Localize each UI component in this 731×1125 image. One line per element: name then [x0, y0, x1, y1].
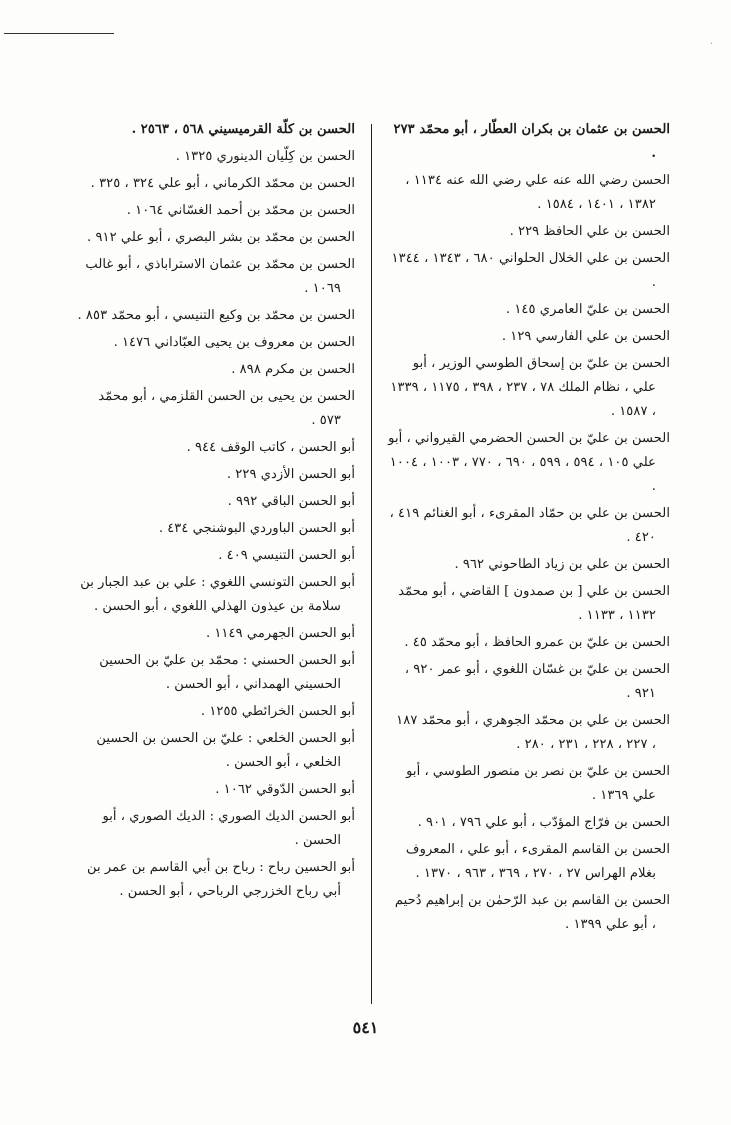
index-entry: الحسن بن محمّد بن بشر البصري ، أبو علي ٩١٢ .	[87, 230, 355, 245]
index-entry: الحسن بن عليّ بن عمرو الحافظ ، أبو محمّد ٤٥ .	[404, 635, 670, 650]
index-entry: أبو الحسن الأزدي ٢٢٩ .	[226, 467, 355, 482]
index-entry: أبو الحسن الحسني : محمّد بن عليّ بن الحسين الحسيني الهمداني ، أبو الحسن .	[99, 653, 355, 692]
index-entry: الحسن بن عليّ العامري ١٤٥ .	[505, 302, 670, 317]
index-entry: الحسن رضي الله عنه علي رضي الله عنه ١١٣٤ ، ١٣٨٢ ، ١٤٠١ ، ١٥٨٤ .	[405, 173, 670, 212]
index-entry: الحسن بن محمّد بن وكيع التنيسي ، أبو محمّد ٨٥٣ .	[77, 308, 355, 323]
index-entry: الحسن بن محمّد الكرماني ، أبو علي ٣٢٤ ، ٣٢٥ .	[90, 176, 355, 191]
index-entry: الحسن بن علي بن محمّد الجوهري ، أبو محمّد ١٨٧ ، ٢٢٧ ، ٢٢٨ ، ٢٣١ ، ٢٨٠ .	[396, 713, 670, 752]
index-entry: الحسن بن عليّ بن الحسن الحضرمي القيرواني ، أبو علي ١٠٥ ، ٥٩٤ ، ٥٩٩ ، ٦٩٠ ، ٧٧٠ ، ١٠٠٣ ، ١٠٠٤ .	[388, 431, 670, 494]
index-entry: أبو الحسن ، كاتب الوقف ٩٤٤ .	[186, 440, 355, 455]
index-entry: الحسن بن محمّد بن عثمان الاستراباذي ، أبو غالب ١٠٦٩ .	[85, 257, 355, 296]
right-column	[388, 118, 670, 940]
index-entry: أبو الحسين رباح : رباح بن أبي القاسم بن عمر بن أبي رباح الخزرجي الرباحي ، أبو الحسن .	[86, 860, 355, 899]
index-entry: الحسن بن علي بن زياد الطاحوني ٩٦٢ .	[454, 557, 670, 572]
left-column	[73, 118, 355, 907]
index-entry: أبو الحسن الخرائطي ١٢٥٥ .	[200, 704, 355, 719]
index-columns	[70, 118, 670, 1008]
index-entry: الحسن بن علي بن حمّاد المقرىء ، أبو الغنائم ٤١٩ ، ٤٢٠ .	[389, 506, 670, 545]
index-entry: الحسن بن فرّاج المؤدّب ، أبو علي ٧٩٦ ، ٩٠١ .	[417, 815, 670, 830]
index-entry: الحسن بن محمّد بن أحمد الغسّاني ١٠٦٤ .	[126, 203, 355, 218]
index-entry: الحسن بن عليّ بن نصر بن منصور الطوسي ، أبو علي ١٣٦٩ .	[406, 764, 670, 803]
index-entry: الحسن بن علي [ بن صمدون ] القاضي ، أبو محمّد ١١٣٢ ، ١١٣٣ .	[398, 584, 670, 623]
column-divider	[371, 124, 372, 1004]
index-entry: الحسن بن القاسم المقرىء ، أبو علي ، المعروف بغلام الهراس ٢٧ ، ٢٧٠ ، ٣٦٩ ، ٩٦٣ ، ١٣٧٠ .	[405, 842, 670, 881]
index-entry: أبو الحسن الدّوقي ١٠٦٢ .	[215, 782, 355, 797]
index-entry: الحسن بن القاسم بن عبد الرّحمٰن بن إبراهيم دُحيم ، أبو علي ١٣٩٩ .	[394, 893, 670, 932]
index-entry: الحسن بن يحيى بن الحسن القلزمي ، أبو محمّد ٥٧٣ .	[98, 389, 355, 428]
index-entry: الحسن بن علي الحافظ ٢٢٩ .	[509, 224, 670, 239]
index-entry: الحسن بن عليّ بن غسّان اللغوي ، أبو عمر ٩٢٠ ، ٩٢١ .	[404, 662, 670, 701]
page-number: ٥٤١	[352, 1018, 379, 1037]
index-entry: أبو الحسن الباوردي البوشنجي ٤٣٤ .	[158, 521, 355, 536]
index-entry: أبو الحسن الباقي ٩٩٢ .	[227, 494, 355, 509]
index-entry: أبو الحسن الديك الصوري : الديك الصوري ، أبو الحسن .	[102, 809, 355, 848]
index-entry: أبو الحسن الخلعي : عليّ بن الحسن بن الحسين الخلعي ، أبو الحسن .	[96, 731, 355, 770]
index-entry: الحسن بن معروف بن يحيى العبّاداني ١٤٧٦ .	[113, 335, 355, 350]
index-entry: الحسن بن علي الفارسي ١٢٩ .	[501, 329, 670, 344]
corner-mark: .	[709, 36, 713, 47]
index-entry: أبو الحسن التنيسي ٤٠٩ .	[218, 548, 355, 563]
index-entry: أبو الحسن الجهرمي ١١٤٩ .	[205, 626, 355, 641]
index-entry: الحسن بن كِلّيان الدينوري ١٣٢٥ .	[175, 149, 355, 164]
top-rule	[4, 33, 114, 34]
index-entry: أبو الحسن التونسي اللغوي : علي بن عبد الجبار بن سلامة بن عيذون الهذلي اللغوي ، أبو الحسن .	[80, 575, 355, 614]
index-entry: الحسن بن كلّة القرميسيني ٥٦٨ ، ٢٥٦٣ .	[131, 122, 355, 137]
index-entry: الحسن بن علي الخلال الحلواني ٦٨٠ ، ١٣٤٣ ، ١٣٤٤ .	[391, 251, 670, 290]
index-entry: الحسن بن عثمان بن بكران العطّار ، أبو محمّد ٢٧٣ .	[393, 122, 670, 161]
index-entry: الحسن بن مكرم ٨٩٨ .	[231, 362, 355, 377]
index-entry: الحسن بن عليّ بن إسحاق الطوسي الوزير ، أبو علي ، نظام الملك ٧٨ ، ٢٣٧ ، ٣٩٨ ، ١١٧٥ ، ١٣٣٩ ، ١٥٨٧ .	[390, 356, 670, 419]
